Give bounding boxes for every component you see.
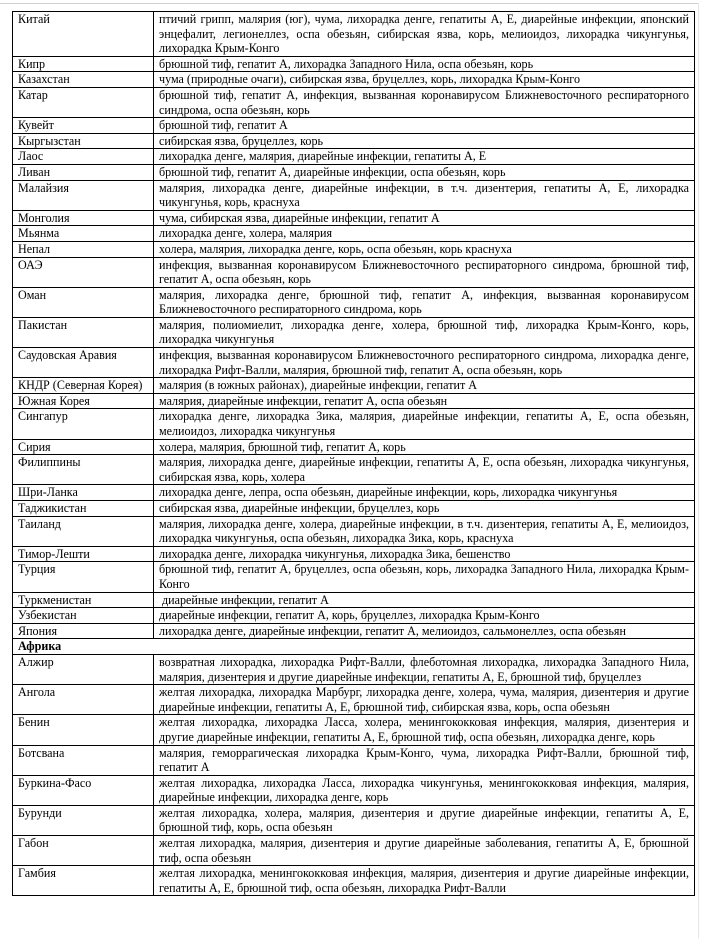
country-cell: Турция [13, 562, 154, 592]
table-row [13, 12, 695, 57]
table-row [13, 562, 695, 592]
country-cell: Кыргызстан [13, 133, 154, 149]
country-cell: Ангола [13, 685, 154, 715]
country-cell: Пакистан [13, 317, 154, 347]
country-cell: Катар [13, 87, 154, 117]
table-row [13, 501, 695, 517]
diseases-cell: сибирская язва, бруцеллез, корь [154, 133, 695, 149]
diseases-cell: брюшной тиф, гепатит А, бруцеллез, оспа обезьян, корь, лихорадка Западного Нила, лихорадка Крым-Конго [154, 562, 695, 592]
table-row [13, 241, 695, 257]
country-cell: ОАЭ [13, 257, 154, 287]
diseases-cell: брюшной тиф, гепатит А, лихорадка Западного Нила, оспа обезьян, корь [154, 56, 695, 72]
diseases-cell: малярия, полиомиелит, лихорадка денге, холера, брюшной тиф, лихорадка Крым-Конго, корь, лихорадка чикунгунья [154, 317, 695, 347]
table-row [13, 393, 695, 409]
diseases-cell: холера, малярия, лихорадка денге, корь, оспа обезьян, корь краснуха [154, 241, 695, 257]
country-cell: Лаос [13, 149, 154, 165]
diseases-cell: диарейные инфекции, гепатит А [154, 592, 695, 608]
table-row [13, 623, 695, 639]
table-row [13, 348, 695, 378]
table-row [13, 745, 695, 775]
table-row [13, 439, 695, 455]
country-cell: Непал [13, 241, 154, 257]
country-cell: Таджикистан [13, 501, 154, 517]
table-row [13, 608, 695, 624]
table-row [13, 546, 695, 562]
diseases-cell: малярия, лихорадка денге, брюшной тиф, гепатит А, инфекция, вызванная коронавирусом Ближневосточного респираторного синдрома, корь [154, 287, 695, 317]
country-cell: Оман [13, 287, 154, 317]
diseases-cell: малярия, диарейные инфекции, гепатит А, оспа обезьян [154, 393, 695, 409]
country-cell: Малайзия [13, 180, 154, 210]
table-row [13, 805, 695, 835]
diseases-cell: брюшной тиф, гепатит А, инфекция, вызванная коронавирусом Ближневосточного респираторного синдрома, оспа обезьян, корь [154, 87, 695, 117]
country-cell: Ботсвана [13, 745, 154, 775]
diseases-cell: чума, сибирская язва, диарейные инфекции, гепатит А [154, 210, 695, 226]
country-cell: Сирия [13, 439, 154, 455]
table-row [13, 592, 695, 608]
table-row [13, 56, 695, 72]
country-cell: Габон [13, 836, 154, 866]
table-row [13, 715, 695, 745]
table-row [13, 836, 695, 866]
country-cell: Туркменистан [13, 592, 154, 608]
table-row [13, 654, 695, 684]
table-row [13, 226, 695, 242]
africa-section [13, 654, 695, 896]
diseases-cell: лихорадка денге, малярия, диарейные инфекции, гепатиты А, Е [154, 149, 695, 165]
section-title: Африка [13, 639, 695, 655]
table-row [13, 118, 695, 134]
country-cell: Мьянма [13, 226, 154, 242]
table-row [13, 287, 695, 317]
diseases-cell: возвратная лихорадка, лихорадка Рифт-Валли, флеботомная лихорадка, лихорадка Западного Нила, малярия, дизентерия и другие диарейные инфекции, гепатиты А, Е, брюшной тиф, бруцеллез [154, 654, 695, 684]
country-cell: Сингапур [13, 409, 154, 439]
table-row [13, 149, 695, 165]
country-cell: Бенин [13, 715, 154, 745]
table-row [13, 485, 695, 501]
country-cell: Узбекистан [13, 608, 154, 624]
country-cell: Ливан [13, 164, 154, 180]
diseases-cell: лихорадка денге, холера, малярия [154, 226, 695, 242]
country-cell: Южная Корея [13, 393, 154, 409]
country-cell: Тимор-Лешти [13, 546, 154, 562]
country-cell: Япония [13, 623, 154, 639]
country-cell: Гамбия [13, 866, 154, 896]
diseases-cell: лихорадка денге, диарейные инфекции, гепатит А, мелиоидоз, сальмонеллез, оспа обезьян [154, 623, 695, 639]
diseases-cell: диарейные инфекции, гепатит А, корь, бруцеллез, лихорадка Крым-Конго [154, 608, 695, 624]
country-cell: Китай [13, 12, 154, 57]
diseases-cell: лихорадка денге, лихорадка Зика, малярия, диарейные инфекции, гепатиты А, Е, оспа обезьян, мелиоидоз, лихорадка чикунгунья [154, 409, 695, 439]
table-row [13, 180, 695, 210]
diseases-cell: лихорадка денге, лихорадка чикунгунья, лихорадка Зика, бешенство [154, 546, 695, 562]
table-row [13, 210, 695, 226]
page-edge-top [0, 3, 698, 4]
diseases-cell: малярия, лихорадка денге, диарейные инфекции, в т.ч. дизентерия, гепатиты А, Е, лихорадка чикунгунья, корь, краснуха [154, 180, 695, 210]
diseases-cell: брюшной тиф, гепатит А, диарейные инфекции, оспа обезьян, корь [154, 164, 695, 180]
diseases-cell: желтая лихорадка, лихорадка Ласса, холера, менингококковая инфекция, малярия, дизентерия и другие диарейные инфекции, гепатиты А, Е, брюшной тиф, оспа обезьян, лихорадка денге, корь [154, 715, 695, 745]
country-cell: Кипр [13, 56, 154, 72]
table-row [13, 317, 695, 347]
diseases-cell: желтая лихорадка, менингококковая инфекция, малярия, дизентерия и другие диарейные инфекции, гепатиты А, Е, брюшной тиф, оспа обезьян, лихорадка Рифт-Валли [154, 866, 695, 896]
disease-risk-table [12, 11, 695, 896]
table-row [13, 775, 695, 805]
country-cell: КНДР (Северная Корея) [13, 378, 154, 394]
table-row [13, 409, 695, 439]
diseases-cell: холера, малярия, брюшной тиф, гепатит А, корь [154, 439, 695, 455]
asia-section [13, 12, 695, 639]
table-row [13, 72, 695, 88]
country-cell: Казахстан [13, 72, 154, 88]
country-cell: Буркина-Фасо [13, 775, 154, 805]
diseases-cell: птичий грипп, малярия (юг), чума, лихорадка денге, гепатиты А, Е, диарейные инфекции, японский энцефалит, легионеллез, оспа обезьян, сибирская язва, корь, мелиоидоз, лихорадка чикунгунья, лихорадка Крым-Конго [154, 12, 695, 57]
table-row [13, 164, 695, 180]
diseases-cell: инфекция, вызванная коронавирусом Ближневосточного респираторного синдрома, лихорадка денге, лихорадка Рифт-Валли, малярия, брюшной тиф, гепатит А, оспа обезьян, корь [154, 348, 695, 378]
diseases-cell: малярия, геморрагическая лихорадка Крым-Конго, чума, лихорадка Рифт-Валли, брюшной тиф, гепатит А [154, 745, 695, 775]
table-row [13, 685, 695, 715]
country-cell: Филиппины [13, 455, 154, 485]
diseases-cell: инфекция, вызванная коронавирусом Ближневосточного респираторного синдрома, брюшной тиф, гепатит А, оспа обезьян, корь [154, 257, 695, 287]
diseases-cell: малярия, лихорадка денге, холера, диарейные инфекции, в т.ч. дизентерия, гепатиты А, Е, мелиоидоз, лихорадка чикунгунья, оспа обезьян, лихорадка Зика, корь, краснуха [154, 516, 695, 546]
diseases-cell: желтая лихорадка, малярия, дизентерия и другие диарейные заболевания, гепатиты А, Е, брюшной тиф, оспа обезьян [154, 836, 695, 866]
table-row [13, 866, 695, 896]
diseases-cell: желтая лихорадка, лихорадка Марбург, лихорадка денге, холера, чума, малярия, дизентерия и другие диарейные инфекции, гепатиты А, Е, брюшной тиф, сибирская язва, корь, оспа обезьян [154, 685, 695, 715]
table-row [13, 455, 695, 485]
diseases-cell: малярия, лихорадка денге, диарейные инфекции, гепатиты А, Е, оспа обезьян, лихорадка чикунгунья, сибирская язва, корь, холера [154, 455, 695, 485]
africa-section-header [13, 639, 695, 655]
diseases-cell: желтая лихорадка, холера, малярия, дизентерия и другие диарейные инфекции, гепатиты А, Е, брюшной тиф, корь, оспа обезьян [154, 805, 695, 835]
diseases-cell: сибирская язва, диарейные инфекции, бруцеллез, корь [154, 501, 695, 517]
country-cell: Бурунди [13, 805, 154, 835]
country-cell: Кувейт [13, 118, 154, 134]
country-cell: Саудовская Аравия [13, 348, 154, 378]
table-row [13, 257, 695, 287]
table-row [13, 87, 695, 117]
country-cell: Алжир [13, 654, 154, 684]
page-edge-right [698, 3, 699, 938]
diseases-cell: лихорадка денге, лепра, оспа обезьян, диарейные инфекции, корь, лихорадка чикунгунья [154, 485, 695, 501]
country-cell: Шри-Ланка [13, 485, 154, 501]
table-row [13, 378, 695, 394]
table-row [13, 516, 695, 546]
diseases-cell: брюшной тиф, гепатит А [154, 118, 695, 134]
table-row [13, 133, 695, 149]
country-cell: Монголия [13, 210, 154, 226]
section-row [13, 639, 695, 655]
country-cell: Таиланд [13, 516, 154, 546]
diseases-cell: чума (природные очаги), сибирская язва, бруцеллез, корь, лихорадка Крым-Конго [154, 72, 695, 88]
diseases-cell: малярия (в южных районах), диарейные инфекции, гепатит А [154, 378, 695, 394]
diseases-cell: желтая лихорадка, лихорадка Ласса, лихорадка чикунгунья, менингококковая инфекция, малярия, диарейные инфекции, лихорадка денге, корь [154, 775, 695, 805]
